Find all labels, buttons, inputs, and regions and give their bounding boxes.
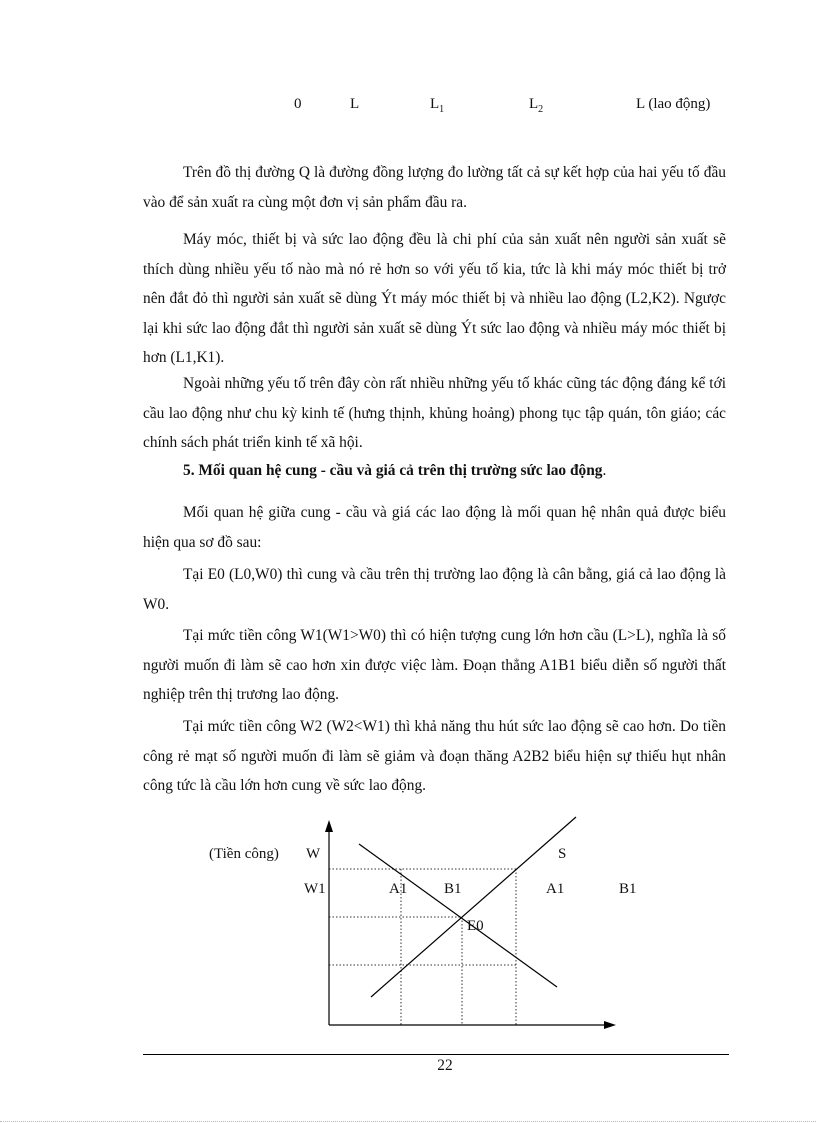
page-number: 22 xyxy=(437,1057,453,1074)
paragraph-shortage: Tại mức tiền công W2 (W2<W1) thì khả năng thu hút sức lao động sẽ cao hơn. Do tiền công rẻ mạt số người muốn đi làm sẽ giảm và đoạn thăng A2B2 biểu hiện sự thiếu hụt nhân công tức là cầu lớn hơn cung về sức lao động. xyxy=(143,718,726,795)
w1-label: W1 xyxy=(304,881,326,897)
supply-label: S xyxy=(558,846,567,862)
paragraph-isoquant: Trên đồ thị đường Q là đường đồng lượng đo lường tất cả sự kết hợp của hai yếu tố đầu vào để sản xuất ra cùng một đơn vị sản phẩm đầu ra. xyxy=(143,164,726,211)
a1-label-left: A1 xyxy=(389,881,408,897)
axis-l2-base: L xyxy=(529,96,539,112)
supply-curve xyxy=(371,817,576,997)
axis-labor-label: L (lao động) xyxy=(636,96,711,112)
diagram-guides xyxy=(329,869,516,1025)
a1-label-right: A1 xyxy=(546,881,565,897)
x-axis-arrow xyxy=(604,1021,616,1029)
y-axis-symbol: W xyxy=(306,846,321,862)
y-axis-caption: (Tiền công) xyxy=(209,846,279,862)
axis-l2-sub: 2 xyxy=(538,104,544,115)
section-heading-text: 5. Mối quan hệ cung - cầu và giá cả trên thị trường sức lao động xyxy=(183,462,603,479)
axis-origin-label: 0 xyxy=(294,96,302,112)
page-edge-divider xyxy=(0,1121,816,1122)
b1-label-left: B1 xyxy=(444,881,462,897)
footer-rule xyxy=(143,1054,729,1055)
paragraph-supply-demand-relation: Mối quan hệ giữa cung - cầu và giá các lao động là mối quan hệ nhân quả được biểu hiện qua sơ đồ sau: xyxy=(143,504,726,551)
axis-l1-sub: 1 xyxy=(439,104,445,115)
equilibrium-label: E0 xyxy=(467,918,484,934)
section-heading-period: . xyxy=(602,462,607,479)
paragraph-equilibrium: Tại E0 (L0,W0) thì cung và cầu trên thị trường lao động là cân bằng, giá cả lao động là W0. xyxy=(143,566,726,613)
paragraph-other-factors: Ngoài những yếu tố trên đây còn rất nhiều những yếu tố khác cũng tác động đáng kể tới cầu lao động như chu kỳ kinh tế (hưng thịnh, khủng hoảng) phong tục tập quán, tôn giáo; các chính sách phát triển kinh tế xã hội. xyxy=(143,375,726,452)
demand-curve xyxy=(359,844,557,987)
paragraph-surplus: Tại mức tiền công W1(W1>W0) thì có hiện tượng cung lớn hơn cầu (L>L), nghĩa là số người muốn đi làm sẽ cao hơn xin được việc làm. Đoạn thẳng A1B1 biểu diễn số người thất nghiệp trên thị trương lao động. xyxy=(143,627,726,704)
paragraph-cost-substitution: Máy móc, thiết bị và sức lao động đều là chi phí của sản xuất nên người sản xuất sẽ thích dùng nhiều yếu tố nào mà nó rẻ hơn so với yếu tố kia, tức là khi máy móc thiết bị trở nên đắt đỏ thì người sản xuất sẽ dùng Ýt máy móc thiết bị và nhiều lao động (L2,K2). Ngược lại khi sức lao động đắt thì người sản xuất sẽ dùng Ýt sức lao động và nhiều máy móc thiết bị hơn (L1,K1). xyxy=(143,231,726,367)
axis-l1-base: L xyxy=(430,96,440,112)
axis-l-label: L xyxy=(350,96,360,112)
y-axis-arrow xyxy=(325,820,333,832)
b1-label-right: B1 xyxy=(619,881,637,897)
